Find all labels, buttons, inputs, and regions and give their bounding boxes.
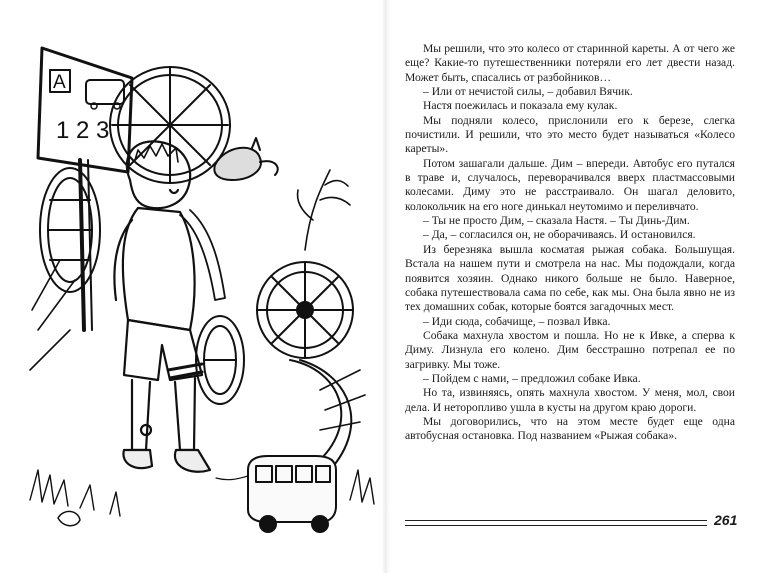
- page-number: 261: [714, 512, 738, 528]
- paragraph: – Ты не просто Дим, – сказала Настя. – Ты Динь-Дим.: [423, 214, 690, 228]
- sign-numbers: 1 2 3: [56, 117, 110, 144]
- sign-letter: А: [53, 72, 66, 93]
- illustration: [20, 30, 380, 540]
- paragraph: Собака махнула хвостом и пошла. Но не к Ивке, а сперва к Диму. Лизнула его колено. Дим бесстрашно потрепал ее по загривку. Мы тоже.: [405, 328, 735, 371]
- paragraph: – Или от нечистой силы, – добавил Вячик.: [423, 85, 633, 99]
- paragraph: – Да, – согласился он, не оборачиваясь. И остановился.: [423, 228, 696, 242]
- book-gutter: [382, 0, 390, 573]
- carriage-wheel: [40, 67, 230, 292]
- paragraph: Мы договорились, что на этом месте будет еще одна автобусная остановка. Под названием «Рыжая собака».: [405, 414, 735, 443]
- large-wheel: [257, 262, 353, 358]
- paragraph: Мы подняли колесо, прислонили его к березе, слегка почистили. И решили, что это место будет называться «Колесо кареты».: [405, 113, 735, 156]
- bus-stop-sign: [38, 48, 132, 330]
- boy: [114, 141, 225, 471]
- footer-rule: [405, 520, 707, 526]
- paragraph: Но та, извиняясь, опять махнула хвостом. У меня, мол, свои дела. И неторопливо ушла в кусты на другом краю дороги.: [405, 386, 735, 414]
- cat: [214, 138, 277, 180]
- page-text: [405, 42, 735, 444]
- track: [290, 360, 351, 470]
- paragraph: Мы решили, что это колесо от старинной кареты. А от чего же еще? Какие-то путешественники потеряли его лет двести назад. Может быть, спасались от разбойников…: [405, 42, 735, 84]
- paragraph: Из березняка вышла косматая рыжая собака. Большущая. Встала на нашем пути и смотрела на нас. Мы подождали, когда появится хозяин. Однако никого больше не было. Наверное, собака путешествовала сама по себе, как мы. Она была явно не из тех домашних собак, которые боятся загадочных мест.: [405, 242, 735, 314]
- small-wheel: [196, 316, 244, 404]
- paragraph: Потом зашагали дальше. Дим – впереди. Автобус его путался в траве и, случалось, переворачивался вверх пластмассовыми колесами. Диму это не расстраивало. Он шагал деловито, колокольчик на его ноге динькал неутомимо и переливчато.: [405, 156, 735, 213]
- leaf-icon: [58, 511, 80, 525]
- toy-bus: [216, 456, 336, 532]
- paragraph: – Иди сюда, собачище, – позвал Ивка.: [423, 314, 611, 328]
- paragraph: – Пойдем с нами, – предложил собаке Ивка.: [423, 371, 641, 385]
- paragraph: Настя поежилась и показала ему кулак.: [423, 99, 618, 113]
